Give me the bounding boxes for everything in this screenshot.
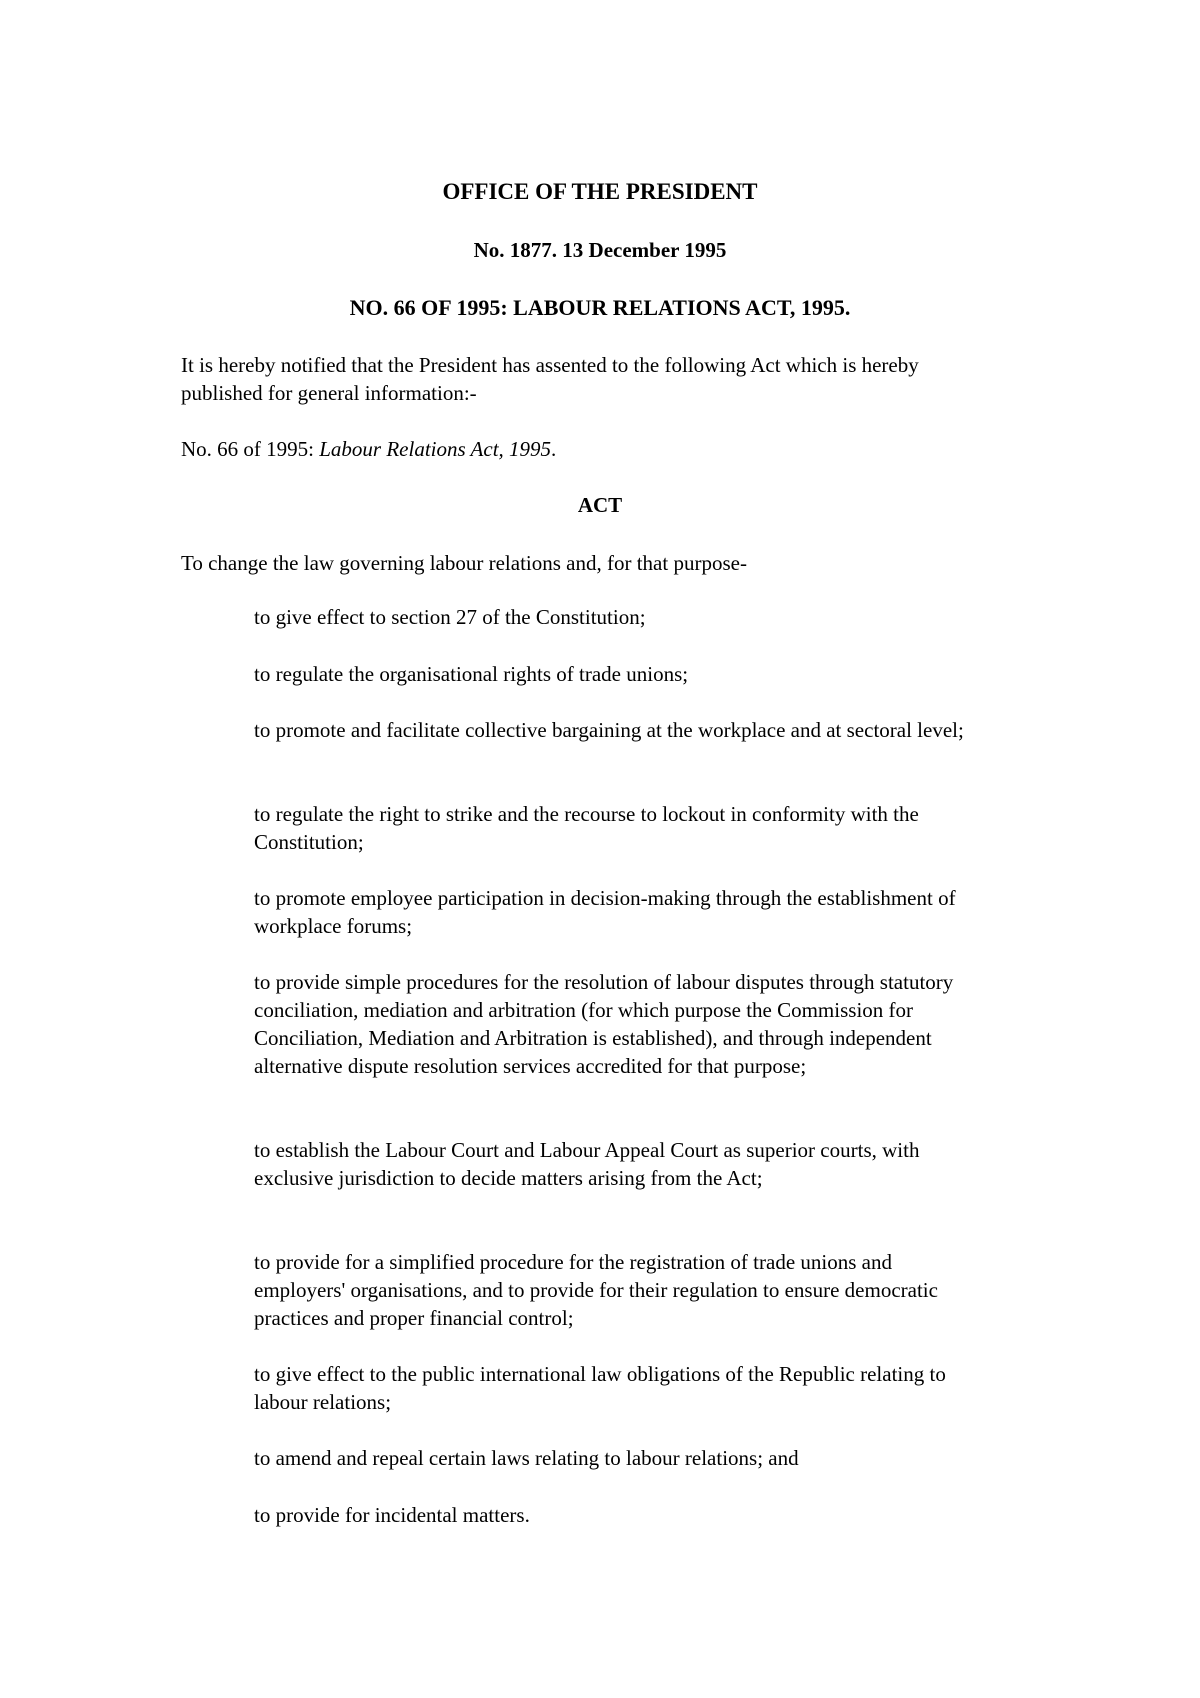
assent-notice: It is hereby notified that the President has assented to the following Act which is hereby published for general information:- [181,353,919,405]
act-object-item: to regulate the right to strike and the recourse to lockout in conformity with the Constitution; [254,802,919,854]
act-title: NO. 66 OF 1995: LABOUR RELATIONS ACT, 1995. [349,295,851,320]
act-object-item: to regulate the organisational rights of trade unions; [254,662,689,686]
act-object-item: to give effect to the public international law obligations of the Republic relating to labour relations; [254,1362,946,1414]
act-object-item: to amend and repeal certain laws relating to labour relations; and [254,1446,799,1470]
act-object-item: to establish the Labour Court and Labour Appeal Court as superior courts, with exclusive jurisdiction to decide matters arising from the Act; [254,1138,920,1190]
act-object-item: to promote employee participation in decision-making through the establishment of workplace forums; [254,886,956,938]
citation-suffix: . [551,437,557,461]
citation-title: Labour Relations Act, 1995 [319,437,552,461]
act-object-item: to promote and facilitate collective bargaining at the workplace and at sectoral level; [254,718,964,742]
act-intro: To change the law governing labour relations and, for that purpose- [181,551,747,575]
office-heading: OFFICE OF THE PRESIDENT [442,179,758,204]
act-object-item: to give effect to section 27 of the Constitution; [254,605,646,629]
act-object-item: to provide for a simplified procedure for the registration of trade unions and employers' organisations, and to provide for their regulation to ensure democratic practices and proper financial control; [254,1250,938,1330]
notice-number: No. 1877. 13 December 1995 [473,238,727,262]
act-label: ACT [577,493,623,517]
act-citation [181,435,981,463]
act-object-item: to provide for incidental matters. [254,1503,530,1527]
citation-prefix: No. 66 of 1995: [181,437,320,461]
act-object-item: to provide simple procedures for the resolution of labour disputes through statutory conciliation, mediation and arbitration (for which purpose the Commission for Conciliation, Mediation and Arbitration is established), and through independent alternative dispute resolution services accredited for that purpose; [254,970,954,1078]
